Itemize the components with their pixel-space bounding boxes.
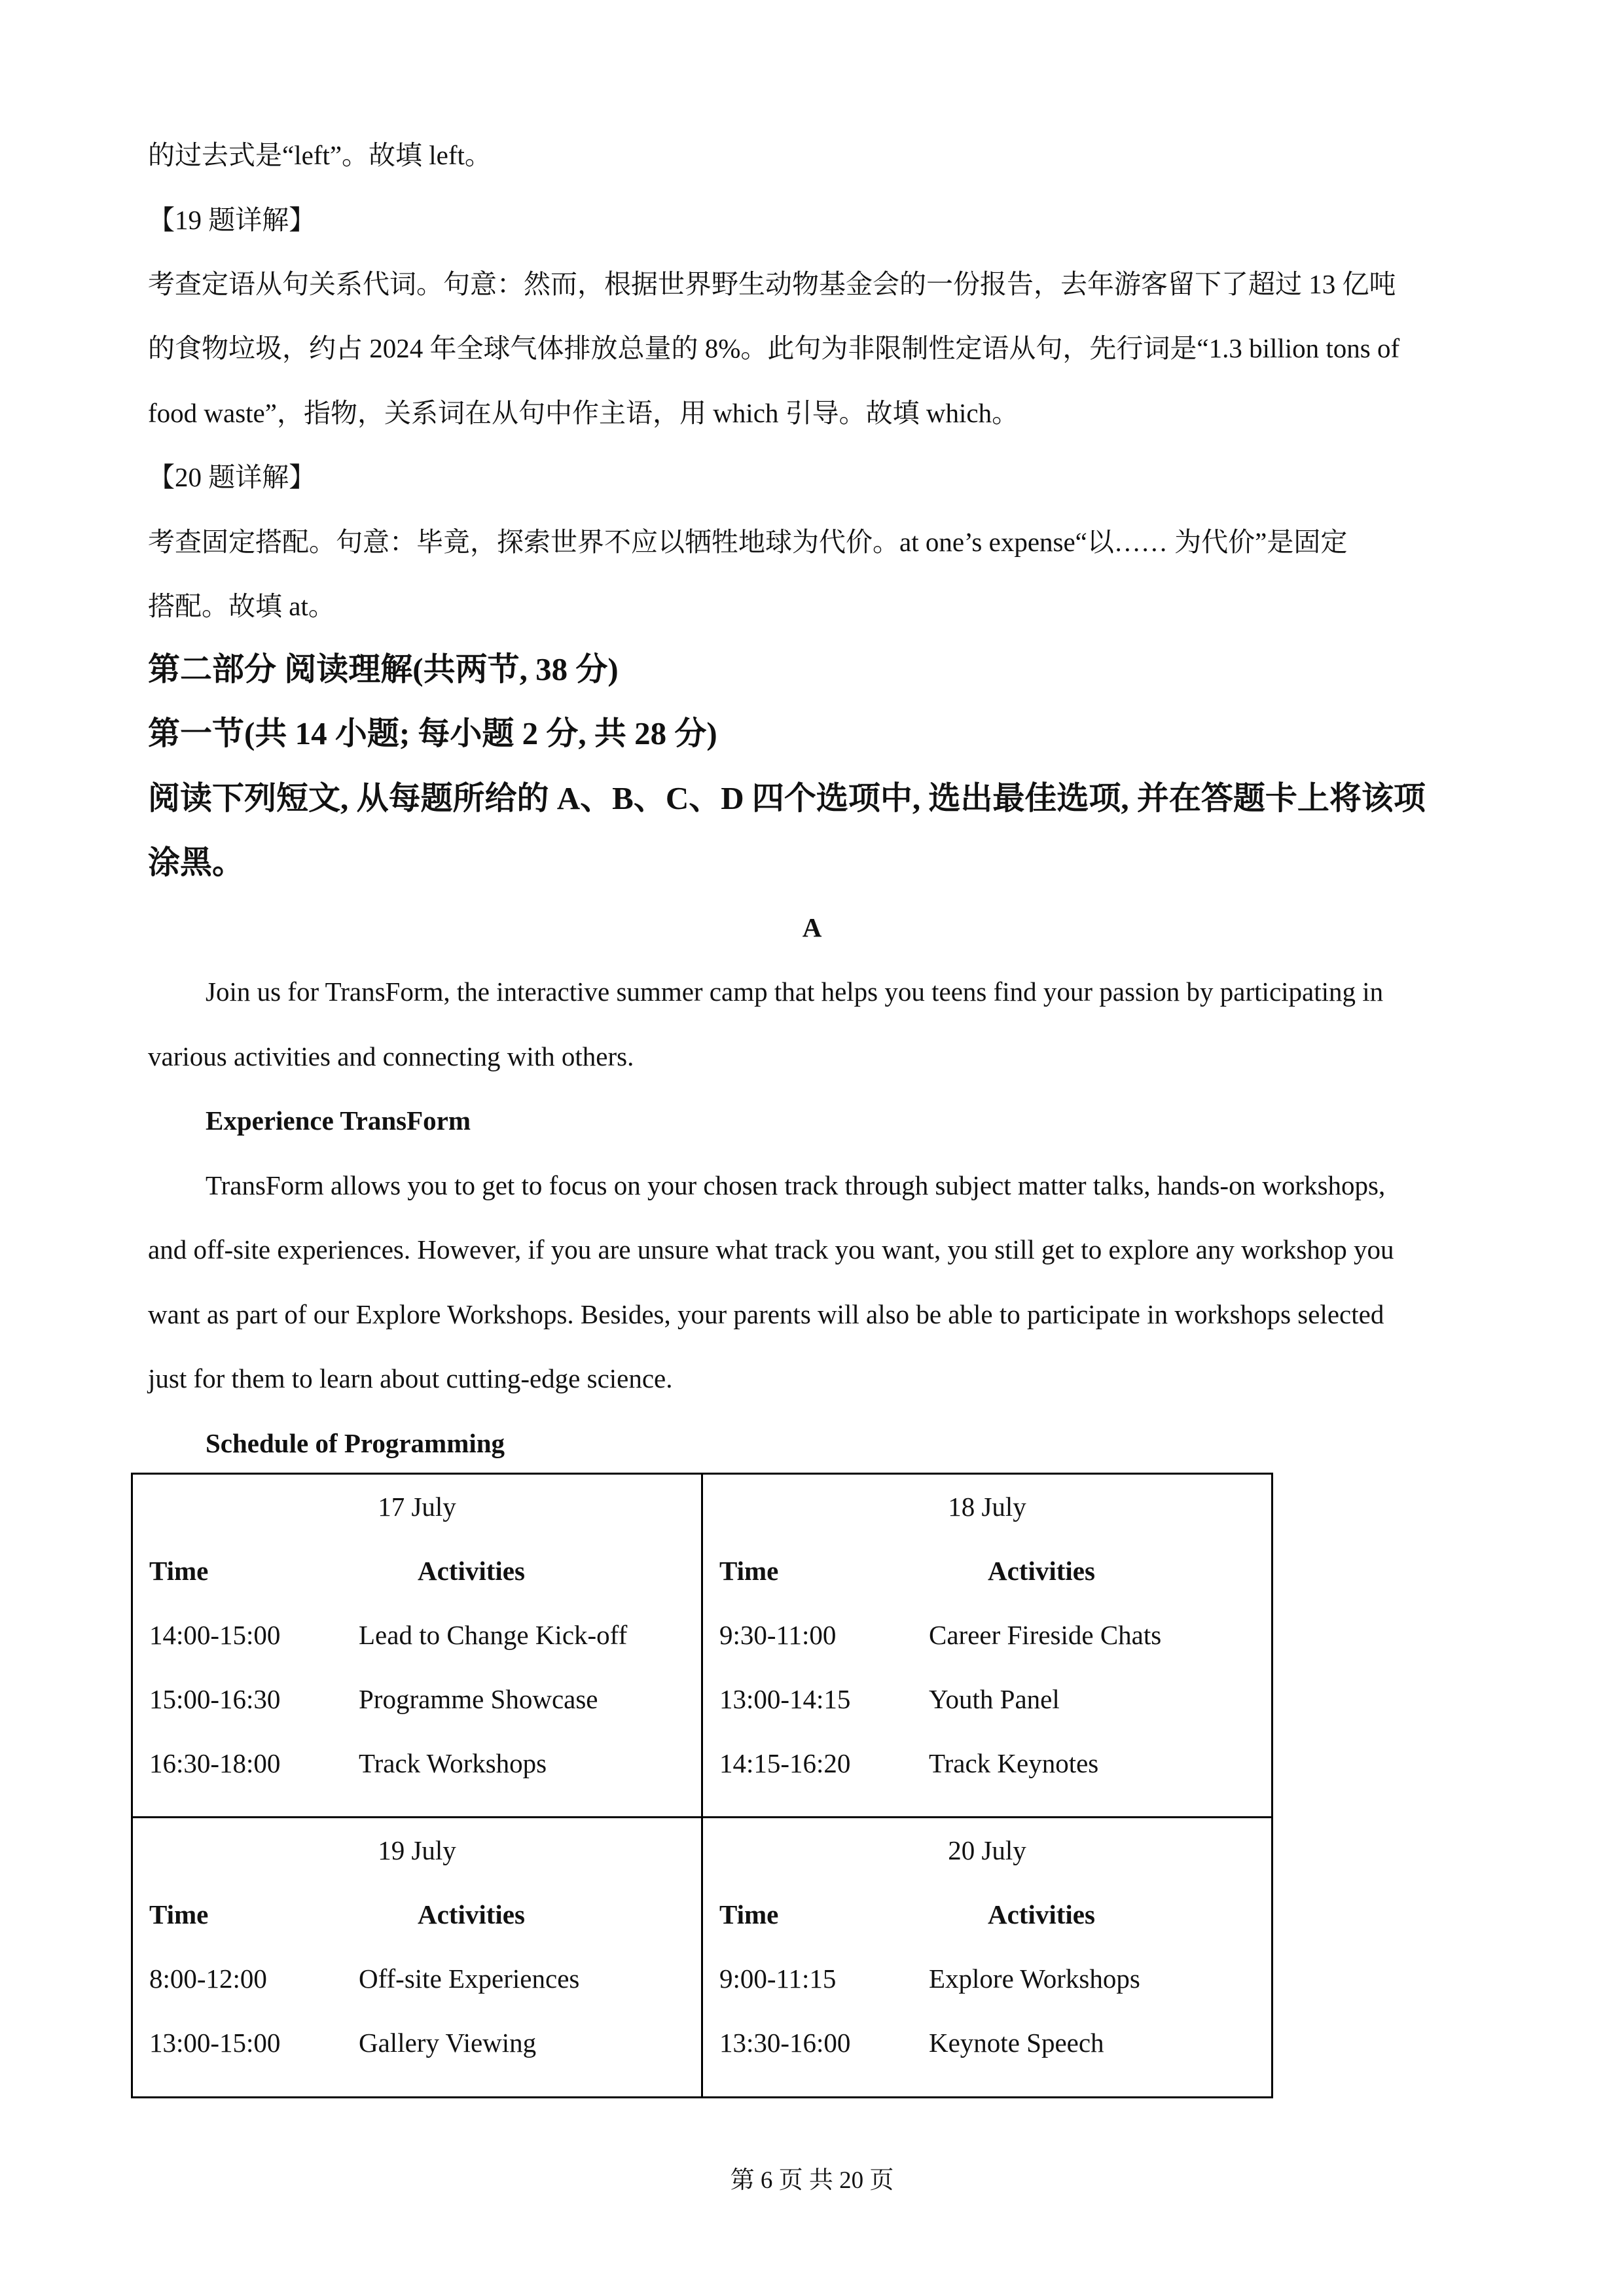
text-line: 搭配。故填 at。 bbox=[148, 591, 335, 621]
question-19-title: 【19 题详解】 bbox=[148, 205, 316, 235]
time-value: 15:00-16:30 bbox=[149, 1684, 281, 1714]
time-value: 16:30-18:00 bbox=[149, 1748, 281, 1778]
activity-value: Programme Showcase bbox=[359, 1684, 598, 1714]
day-date: 17 July bbox=[378, 1492, 456, 1522]
text-line: just for them to learn about cutting-edge science. bbox=[148, 1363, 673, 1393]
subheading: Schedule of Programming bbox=[206, 1428, 505, 1458]
header-row bbox=[703, 1539, 1271, 1603]
time-value: 9:00-11:15 bbox=[719, 1964, 837, 1994]
schedule-day-cell bbox=[702, 1474, 1272, 1818]
time-value: 13:30-16:00 bbox=[719, 2028, 851, 2058]
activities-header: Activities bbox=[418, 1556, 525, 1586]
section-heading: 第一节(共 14 小题; 每小题 2 分, 共 28 分) bbox=[148, 715, 717, 751]
text-line: 的过去式是“left”。故填 left。 bbox=[148, 140, 492, 170]
activity-value: Youth Panel bbox=[929, 1684, 1060, 1714]
day-date: 18 July bbox=[948, 1492, 1026, 1522]
time-value: 14:00-15:00 bbox=[149, 1620, 281, 1650]
schedule-row bbox=[703, 2011, 1271, 2075]
instructions-line: 涂黑。 bbox=[148, 844, 245, 880]
text-line: food waste”，指物，关系词在从句中作主语，用 which 引导。故填 which。 bbox=[148, 398, 1019, 428]
question-20-title: 【20 题详解】 bbox=[148, 462, 316, 492]
time-value: 8:00-12:00 bbox=[149, 1964, 267, 1994]
text-line: want as part of our Explore Workshops. Besides, your parents will also be able to participate in workshops selected bbox=[148, 1299, 1384, 1329]
subheading: Experience TransForm bbox=[206, 1105, 471, 1136]
schedule-day-cell bbox=[132, 1818, 702, 2098]
header-row bbox=[133, 1882, 701, 1946]
time-header: Time bbox=[149, 1899, 209, 1929]
passage-letter: A bbox=[802, 912, 822, 942]
time-value: 14:15-16:20 bbox=[719, 1748, 851, 1778]
text-line: various activities and connecting with others. bbox=[148, 1041, 634, 1071]
schedule-row bbox=[703, 1667, 1271, 1731]
activity-value: Career Fireside Chats bbox=[929, 1620, 1162, 1650]
activity-value: Explore Workshops bbox=[929, 1964, 1140, 1994]
time-header: Time bbox=[719, 1556, 779, 1586]
time-value: 13:00-14:15 bbox=[719, 1684, 851, 1714]
schedule-row bbox=[133, 2011, 701, 2075]
day-date: 19 July bbox=[378, 1835, 456, 1865]
text-line: 考查固定搭配。句意：毕竟，探索世界不应以牺牲地球为代价。at one’s expense“以…… 为代价”是固定 bbox=[148, 527, 1348, 557]
activity-value: Lead to Change Kick-off bbox=[359, 1620, 628, 1650]
schedule-row bbox=[703, 1946, 1271, 2011]
text-line: TransForm allows you to get to focus on your chosen track through subject matter talks, hands-on workshops, bbox=[206, 1170, 1386, 1200]
part-heading: 第二部分 阅读理解(共两节, 38 分) bbox=[148, 651, 619, 687]
header-row bbox=[133, 1539, 701, 1603]
time-value: 9:30-11:00 bbox=[719, 1620, 837, 1650]
time-header: Time bbox=[719, 1899, 779, 1929]
schedule-row bbox=[133, 1603, 701, 1667]
schedule-row bbox=[133, 1667, 701, 1731]
activity-value: Gallery Viewing bbox=[359, 2028, 537, 2058]
time-header: Time bbox=[149, 1556, 209, 1586]
time-value: 13:00-15:00 bbox=[149, 2028, 281, 2058]
activity-value: Track Workshops bbox=[359, 1748, 547, 1778]
header-row bbox=[703, 1882, 1271, 1946]
schedule-table bbox=[131, 1473, 1273, 2098]
activities-header: Activities bbox=[988, 1899, 1095, 1929]
schedule-row bbox=[703, 1731, 1271, 1795]
text-line: 考查定语从句关系代词。句意：然而，根据世界野生动物基金会的一份报告，去年游客留下了超过 13 亿吨 bbox=[148, 269, 1396, 299]
activity-value: Track Keynotes bbox=[929, 1748, 1099, 1778]
text-line: 的食物垃圾，约占 2024 年全球气体排放总量的 8%。此句为非限制性定语从句，先行词是“1.3 billion tons of bbox=[148, 333, 1400, 363]
page-footer: 第 6 页 共 20 页 bbox=[730, 2167, 894, 2194]
activity-value: Off-site Experiences bbox=[359, 1964, 580, 1994]
text-line: and off-site experiences. However, if you are unsure what track you want, you still get to explore any workshop you bbox=[148, 1234, 1394, 1265]
instructions-line: 阅读下列短文, 从每题所给的 A、B、C、D 四个选项中, 选出最佳选项, 并在答题卡上将该项 bbox=[148, 780, 1426, 816]
schedule-day-cell bbox=[132, 1474, 702, 1818]
text-line: Join us for TransForm, the interactive summer camp that helps you teens find your passion by participating in bbox=[206, 977, 1384, 1007]
activity-value: Keynote Speech bbox=[929, 2028, 1104, 2058]
schedule-row bbox=[703, 1603, 1271, 1667]
schedule-row bbox=[133, 1731, 701, 1795]
day-date: 20 July bbox=[948, 1835, 1026, 1865]
schedule-row bbox=[133, 1946, 701, 2011]
activities-header: Activities bbox=[418, 1899, 525, 1929]
schedule-day-cell bbox=[702, 1818, 1272, 2098]
activities-header: Activities bbox=[988, 1556, 1095, 1586]
